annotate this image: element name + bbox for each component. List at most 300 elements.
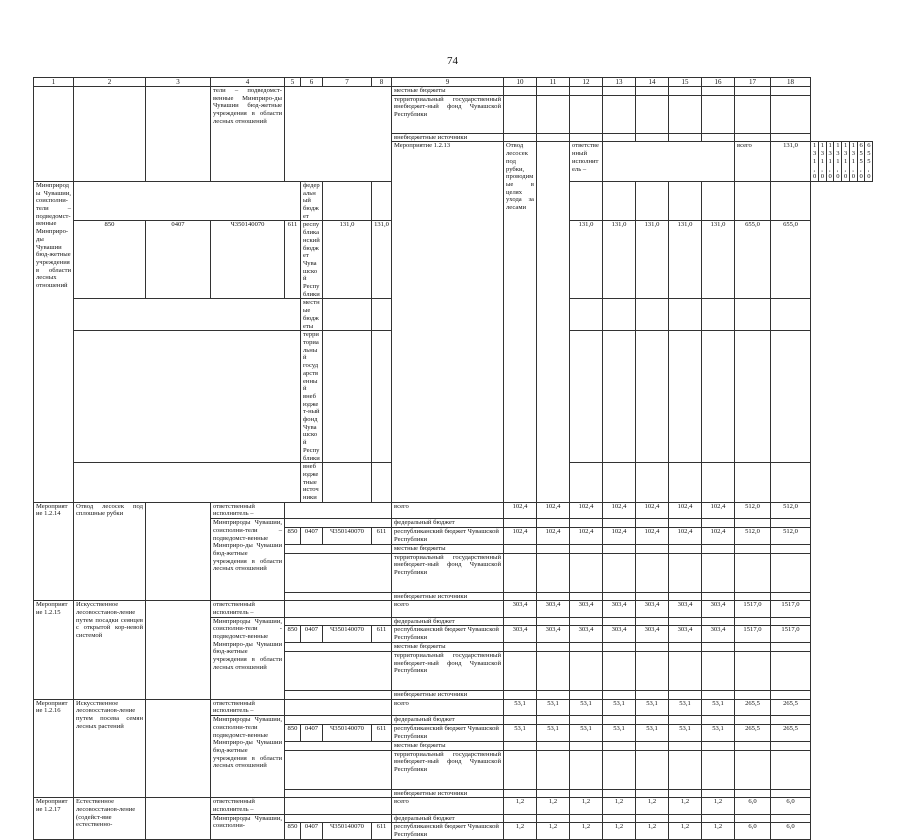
- empty-cell: [702, 652, 735, 691]
- empty-cell: [603, 553, 636, 592]
- source-label: республиканский бюджет Чувашской Республики: [392, 626, 504, 643]
- value-cell: 303,4: [537, 601, 570, 617]
- empty-cell: [669, 181, 702, 221]
- empty-cell: [669, 519, 702, 528]
- value-cell: 303,4: [702, 601, 735, 617]
- empty-cell: [603, 643, 636, 652]
- empty-cell: [570, 87, 603, 96]
- column-number: 12: [570, 78, 603, 87]
- column-number: 4: [211, 78, 285, 87]
- code-cell: [285, 741, 392, 750]
- value-cell: 53,1: [636, 724, 669, 741]
- empty-cell: [735, 95, 771, 133]
- empty-cell: [603, 331, 636, 463]
- empty-cell: [323, 463, 372, 503]
- empty-cell: [504, 519, 537, 528]
- source-label: внебюджетные источники: [392, 691, 504, 700]
- value-cell: 303,4: [669, 626, 702, 643]
- empty-cell: [669, 87, 702, 96]
- source-label: федеральный бюджет: [392, 519, 504, 528]
- code-cell: [74, 181, 301, 221]
- value-cell: 102,4: [537, 502, 570, 518]
- empty-cell: [669, 741, 702, 750]
- source-label: местные бюджеты: [392, 544, 504, 553]
- empty-cell: [702, 331, 735, 463]
- budget-table-sheet: [33, 77, 873, 839]
- empty-cell: [603, 789, 636, 798]
- value-cell: 53,1: [603, 699, 636, 715]
- value-cell: 655,0: [857, 142, 865, 182]
- empty-cell: [702, 133, 735, 142]
- empty-cell: [735, 181, 771, 221]
- empty-cell: [504, 789, 537, 798]
- value-cell: 53,1: [537, 699, 570, 715]
- empty-cell: [771, 181, 811, 221]
- value-cell: 102,4: [603, 502, 636, 518]
- value-cell: 303,4: [669, 601, 702, 617]
- source-label: федеральный бюджет: [392, 814, 504, 823]
- budget-table: [33, 77, 873, 840]
- activity-name: Естественное лесовосстанов-ление (содейст-вие естественно-: [74, 798, 146, 840]
- code-cell: [285, 601, 392, 617]
- empty-cell: [504, 133, 537, 142]
- value-cell: 102,4: [669, 527, 702, 544]
- empty-cell: [570, 95, 603, 133]
- value-cell: 53,1: [636, 699, 669, 715]
- executor-text: Минприроды Чувашии, соисполни-: [211, 814, 285, 840]
- value-cell: 1,2: [504, 798, 537, 814]
- empty-cell: [735, 519, 771, 528]
- empty-cell: [771, 133, 811, 142]
- value-cell: 53,1: [669, 699, 702, 715]
- value-cell: 1,2: [636, 798, 669, 814]
- code-cell: [285, 789, 392, 798]
- source-label: местные бюджеты: [392, 87, 504, 96]
- code-cell: [285, 617, 392, 626]
- empty-cell: [603, 691, 636, 700]
- empty-cell: [669, 553, 702, 592]
- empty-cell: [537, 741, 570, 750]
- empty-cell: [735, 331, 771, 463]
- value-cell: 1517,0: [735, 626, 771, 643]
- value-cell: 512,0: [735, 527, 771, 544]
- empty-cell: [771, 331, 811, 463]
- empty-cell: [771, 544, 811, 553]
- empty-cell: [570, 331, 603, 463]
- empty-cell: [570, 814, 603, 823]
- empty-cell: [636, 463, 669, 503]
- empty-cell: [771, 691, 811, 700]
- empty-cell: [669, 133, 702, 142]
- column-number: 2: [74, 78, 146, 87]
- empty-cell: [603, 652, 636, 691]
- empty-cell: [735, 299, 771, 331]
- code-cell: [285, 502, 392, 518]
- empty-cell: [771, 643, 811, 652]
- empty-cell: [537, 133, 570, 142]
- target-article-code: Ч350140070: [323, 626, 372, 643]
- executor-text: Минприроды Чувашии, соисполни-тели подведомст-венные Минприро-ды Чувашии бюд-жетные учреждения в области лесных отношений: [211, 716, 285, 798]
- column-number: 8: [372, 78, 392, 87]
- source-label: местные бюджеты: [392, 741, 504, 750]
- activity-name: Отвод лесосек под рубки, проводимые в целях ухода за лесами: [504, 142, 537, 502]
- value-cell: 53,1: [669, 724, 702, 741]
- empty-cell: [735, 789, 771, 798]
- empty-cell: [771, 519, 811, 528]
- empty-cell: [702, 87, 735, 96]
- column-number: 1: [34, 78, 74, 87]
- page-number: 74: [447, 55, 458, 67]
- empty-cell: [636, 750, 669, 789]
- empty-cell: [636, 617, 669, 626]
- value-cell: 303,4: [504, 601, 537, 617]
- value-cell: 53,1: [702, 724, 735, 741]
- empty-cell: [702, 750, 735, 789]
- empty-cell: [372, 299, 392, 331]
- empty-cell: [603, 716, 636, 725]
- empty-cell: [702, 544, 735, 553]
- value-cell: 1517,0: [771, 601, 811, 617]
- empty-cell: [603, 592, 636, 601]
- value-cell: 102,4: [570, 502, 603, 518]
- activity-name: Отвод лесосек под сплошные рубки: [74, 502, 146, 601]
- empty-cell: [636, 553, 669, 592]
- empty-cell: [603, 741, 636, 750]
- source-label: местные бюджеты: [392, 643, 504, 652]
- empty-cell: [735, 814, 771, 823]
- empty-cell: [537, 95, 570, 133]
- section-code: 0407: [301, 823, 323, 840]
- grbs-code: 850: [74, 221, 146, 299]
- empty-cell: [570, 181, 603, 221]
- empty-cell: [702, 789, 735, 798]
- empty-cell: [537, 87, 570, 96]
- code-cell: [603, 142, 735, 182]
- code-cell: [285, 87, 392, 182]
- empty-cell: [570, 592, 603, 601]
- empty-cell: [570, 133, 603, 142]
- value-cell: 655,0: [865, 142, 873, 182]
- empty-cell: [537, 789, 570, 798]
- executor-label: ответственный исполнитель –: [570, 142, 603, 182]
- empty-cell: [669, 95, 702, 133]
- value-cell: 1,2: [669, 823, 702, 840]
- target-article-code: Ч350140070: [323, 527, 372, 544]
- empty-cell: [504, 553, 537, 592]
- code-cell: [285, 691, 392, 700]
- empty-cell: [636, 592, 669, 601]
- empty-cell: [702, 95, 735, 133]
- empty-cell: [570, 544, 603, 553]
- column-number-row: [34, 78, 873, 87]
- empty-cell: [636, 299, 669, 331]
- value-cell: 102,4: [702, 502, 735, 518]
- empty-cell: [570, 519, 603, 528]
- empty-cell: [504, 592, 537, 601]
- empty-cell: [504, 814, 537, 823]
- empty-cell: [702, 519, 735, 528]
- empty-cell: [372, 181, 392, 221]
- empty-cell: [570, 789, 603, 798]
- empty-cell: [504, 643, 537, 652]
- empty-cell: [771, 741, 811, 750]
- grbs-code: 850: [285, 823, 301, 840]
- empty-cell: [504, 750, 537, 789]
- source-label: внебюджетные источники: [392, 592, 504, 601]
- activity-label: Мероприятие 1.2.17: [34, 798, 74, 840]
- source-label: федеральный бюджет: [301, 181, 323, 221]
- empty-cell: [636, 331, 669, 463]
- empty-cell: [504, 652, 537, 691]
- empty-cell: [636, 544, 669, 553]
- source-label: территориальный государственный внебюджет-ный фонд Чувашской Республики: [392, 553, 504, 592]
- empty-cell: [669, 643, 702, 652]
- empty-cell: [735, 592, 771, 601]
- value-cell: 1,2: [603, 823, 636, 840]
- source-label: территориальный государственный внебюджет-ный фонд Чувашской Республики: [392, 95, 504, 133]
- target-article-code: Ч350140070: [323, 823, 372, 840]
- source-label: территориальный государственный внебюджет-ный фонд Чувашской Республики: [392, 652, 504, 691]
- grbs-code: 850: [285, 527, 301, 544]
- empty-cell: [669, 592, 702, 601]
- activity-label: Мероприятие 1.2.16: [34, 699, 74, 798]
- value-cell: 131,0: [603, 221, 636, 299]
- empty-cell: [771, 617, 811, 626]
- executor-text: Минприроды Чувашии, соисполни-тели – подведомст-венные Минприро-ды Чувашии бюд-жетные учреждения в области лесных отношений: [34, 181, 74, 502]
- section-code: 0407: [146, 221, 211, 299]
- empty-cell: [735, 87, 771, 96]
- source-label: всего: [392, 798, 504, 814]
- value-cell: 6,0: [735, 798, 771, 814]
- empty-cell: [570, 691, 603, 700]
- empty-cell: [537, 519, 570, 528]
- empty-cell: [735, 716, 771, 725]
- activity-name: Искусственное лесовосстанов-ление путем посева семян лесных растений: [74, 699, 146, 798]
- value-cell: 53,1: [702, 699, 735, 715]
- empty-cell: [146, 601, 211, 700]
- column-number: 11: [537, 78, 570, 87]
- source-label: территориальный государственный внебюджет-ный фонд Чувашской Республики: [392, 750, 504, 789]
- empty-cell: [771, 463, 811, 503]
- empty-cell: [323, 331, 372, 463]
- value-cell: 1,2: [702, 798, 735, 814]
- executor-cell: тели – подведомст-венные Минприро-ды Чувашии бюд-жетные учреждения в области лесных отношений: [211, 87, 285, 182]
- empty-cell: [771, 789, 811, 798]
- code-cell: [285, 798, 392, 814]
- value-cell: 1517,0: [771, 626, 811, 643]
- empty-cell: [702, 814, 735, 823]
- empty-cell: [669, 750, 702, 789]
- source-label: территориальный государственный внебюджет-ный фонд Чувашской Республики: [301, 331, 323, 463]
- executor-label: ответственный исполнитель –: [211, 798, 285, 814]
- empty-cell: [504, 741, 537, 750]
- column-number: 3: [146, 78, 211, 87]
- activity-name-cell: [74, 87, 146, 182]
- empty-cell: [735, 741, 771, 750]
- empty-cell: [504, 95, 537, 133]
- column-number: 13: [603, 78, 636, 87]
- empty-cell: [603, 750, 636, 789]
- value-cell: 6,0: [735, 823, 771, 840]
- empty-cell: [636, 716, 669, 725]
- value-cell: 512,0: [771, 502, 811, 518]
- value-cell: 303,4: [570, 601, 603, 617]
- value-cell: 131,0: [323, 221, 372, 299]
- section-code: 0407: [301, 527, 323, 544]
- code-cell: [285, 643, 392, 652]
- empty-cell: [771, 95, 811, 133]
- value-cell: 131,0: [372, 221, 392, 299]
- code-cell: [285, 519, 392, 528]
- source-label: республиканский бюджет Чувашской Республики: [392, 724, 504, 741]
- value-cell: 102,4: [636, 527, 669, 544]
- empty-cell: [537, 716, 570, 725]
- source-label: всего: [735, 142, 771, 182]
- column-number: 17: [735, 78, 771, 87]
- empty-cell: [636, 87, 669, 96]
- empty-cell: [771, 299, 811, 331]
- executor-label: ответственный исполнитель –: [211, 502, 285, 518]
- value-cell: 1,2: [537, 798, 570, 814]
- value-cell: 53,1: [504, 699, 537, 715]
- value-cell: 303,4: [504, 626, 537, 643]
- activity-label: Мероприятие 1.2.15: [34, 601, 74, 700]
- value-cell: 265,5: [735, 724, 771, 741]
- empty-cell: [146, 699, 211, 798]
- activity-name: Искусственное лесовосстанов-ление путем посадки сеянцев с открытой кор-невой системой: [74, 601, 146, 700]
- column-number: 14: [636, 78, 669, 87]
- column-number: 15: [669, 78, 702, 87]
- value-cell: 655,0: [735, 221, 771, 299]
- source-label: всего: [392, 601, 504, 617]
- code-cell: [285, 699, 392, 715]
- empty-cell: [669, 789, 702, 798]
- value-cell: 512,0: [771, 527, 811, 544]
- empty-cell: [702, 617, 735, 626]
- value-cell: 1,2: [603, 798, 636, 814]
- column-number: 7: [323, 78, 372, 87]
- empty-cell: [603, 87, 636, 96]
- value-cell: 6,0: [771, 823, 811, 840]
- empty-cell: [323, 299, 372, 331]
- activity-label: Мероприятие 1.2.14: [34, 502, 74, 601]
- code-cell: [285, 750, 392, 789]
- value-cell: 1,2: [504, 823, 537, 840]
- value-cell: 1,2: [570, 798, 603, 814]
- empty-cell: [570, 643, 603, 652]
- value-cell: 131,0: [702, 221, 735, 299]
- value-cell: 131,0: [811, 142, 819, 182]
- source-label: всего: [392, 502, 504, 518]
- empty-cell: [146, 87, 211, 182]
- source-label: республиканский бюджет Чувашской Республики: [392, 823, 504, 840]
- empty-cell: [537, 750, 570, 789]
- value-cell: 1,2: [669, 798, 702, 814]
- source-label: внебюджетные источники: [392, 133, 504, 142]
- empty-cell: [636, 691, 669, 700]
- empty-cell: [735, 133, 771, 142]
- empty-cell: [537, 643, 570, 652]
- expense-type-code: 611: [372, 823, 392, 840]
- value-cell: 53,1: [603, 724, 636, 741]
- empty-cell: [146, 502, 211, 601]
- value-cell: 1,2: [570, 823, 603, 840]
- empty-cell: [504, 87, 537, 96]
- source-label: федеральный бюджет: [392, 716, 504, 725]
- column-number: 9: [392, 78, 504, 87]
- empty-cell: [636, 652, 669, 691]
- empty-cell: [537, 652, 570, 691]
- source-label: внебюджетные источники: [301, 463, 323, 503]
- value-cell: 265,5: [771, 724, 811, 741]
- empty-cell: [537, 617, 570, 626]
- empty-cell: [702, 643, 735, 652]
- activity-total-row: [34, 699, 873, 715]
- code-cell: [285, 652, 392, 691]
- empty-cell: [570, 553, 603, 592]
- empty-cell: [636, 519, 669, 528]
- value-cell: 1,2: [537, 823, 570, 840]
- value-cell: 265,5: [735, 699, 771, 715]
- section-code: 0407: [301, 626, 323, 643]
- value-cell: 303,4: [636, 626, 669, 643]
- empty-cell: [570, 463, 603, 503]
- column-number: 16: [702, 78, 735, 87]
- value-cell: 131,0: [570, 221, 603, 299]
- empty-cell: [537, 553, 570, 592]
- empty-cell: [603, 544, 636, 553]
- expense-type-code: 611: [285, 221, 301, 299]
- activity-label: Мероприятие 1.2.13: [392, 142, 504, 502]
- column-number: 6: [301, 78, 323, 87]
- empty-cell: [702, 691, 735, 700]
- empty-cell: [537, 814, 570, 823]
- source-label: республиканский бюджет Чувашской Республики: [301, 221, 323, 299]
- empty-cell: [771, 814, 811, 823]
- grbs-code: 850: [285, 724, 301, 741]
- empty-cell: [603, 181, 636, 221]
- empty-cell: [771, 750, 811, 789]
- empty-cell: [570, 617, 603, 626]
- value-cell: 131,0: [834, 142, 842, 182]
- value-cell: 303,4: [537, 626, 570, 643]
- target-article-code: Ч350140070: [323, 724, 372, 741]
- empty-cell: [570, 299, 603, 331]
- empty-cell: [603, 814, 636, 823]
- code-cell: [285, 814, 392, 823]
- empty-cell: [735, 463, 771, 503]
- value-cell: 102,4: [504, 527, 537, 544]
- code-cell: [285, 544, 392, 553]
- value-cell: 1,2: [702, 823, 735, 840]
- code-cell: [285, 716, 392, 725]
- empty-cell: [636, 181, 669, 221]
- empty-cell: [669, 544, 702, 553]
- value-cell: 131,0: [842, 142, 850, 182]
- empty-cell: [702, 299, 735, 331]
- empty-cell: [504, 617, 537, 626]
- executor-label: ответственный исполнитель –: [211, 601, 285, 617]
- empty-cell: [636, 95, 669, 133]
- value-cell: 303,4: [702, 626, 735, 643]
- value-cell: 102,4: [603, 527, 636, 544]
- empty-cell: [603, 133, 636, 142]
- value-cell: 102,4: [537, 527, 570, 544]
- target-article-code: Ч350140070: [211, 221, 285, 299]
- empty-cell: [735, 617, 771, 626]
- empty-cell: [603, 519, 636, 528]
- empty-cell: [504, 716, 537, 725]
